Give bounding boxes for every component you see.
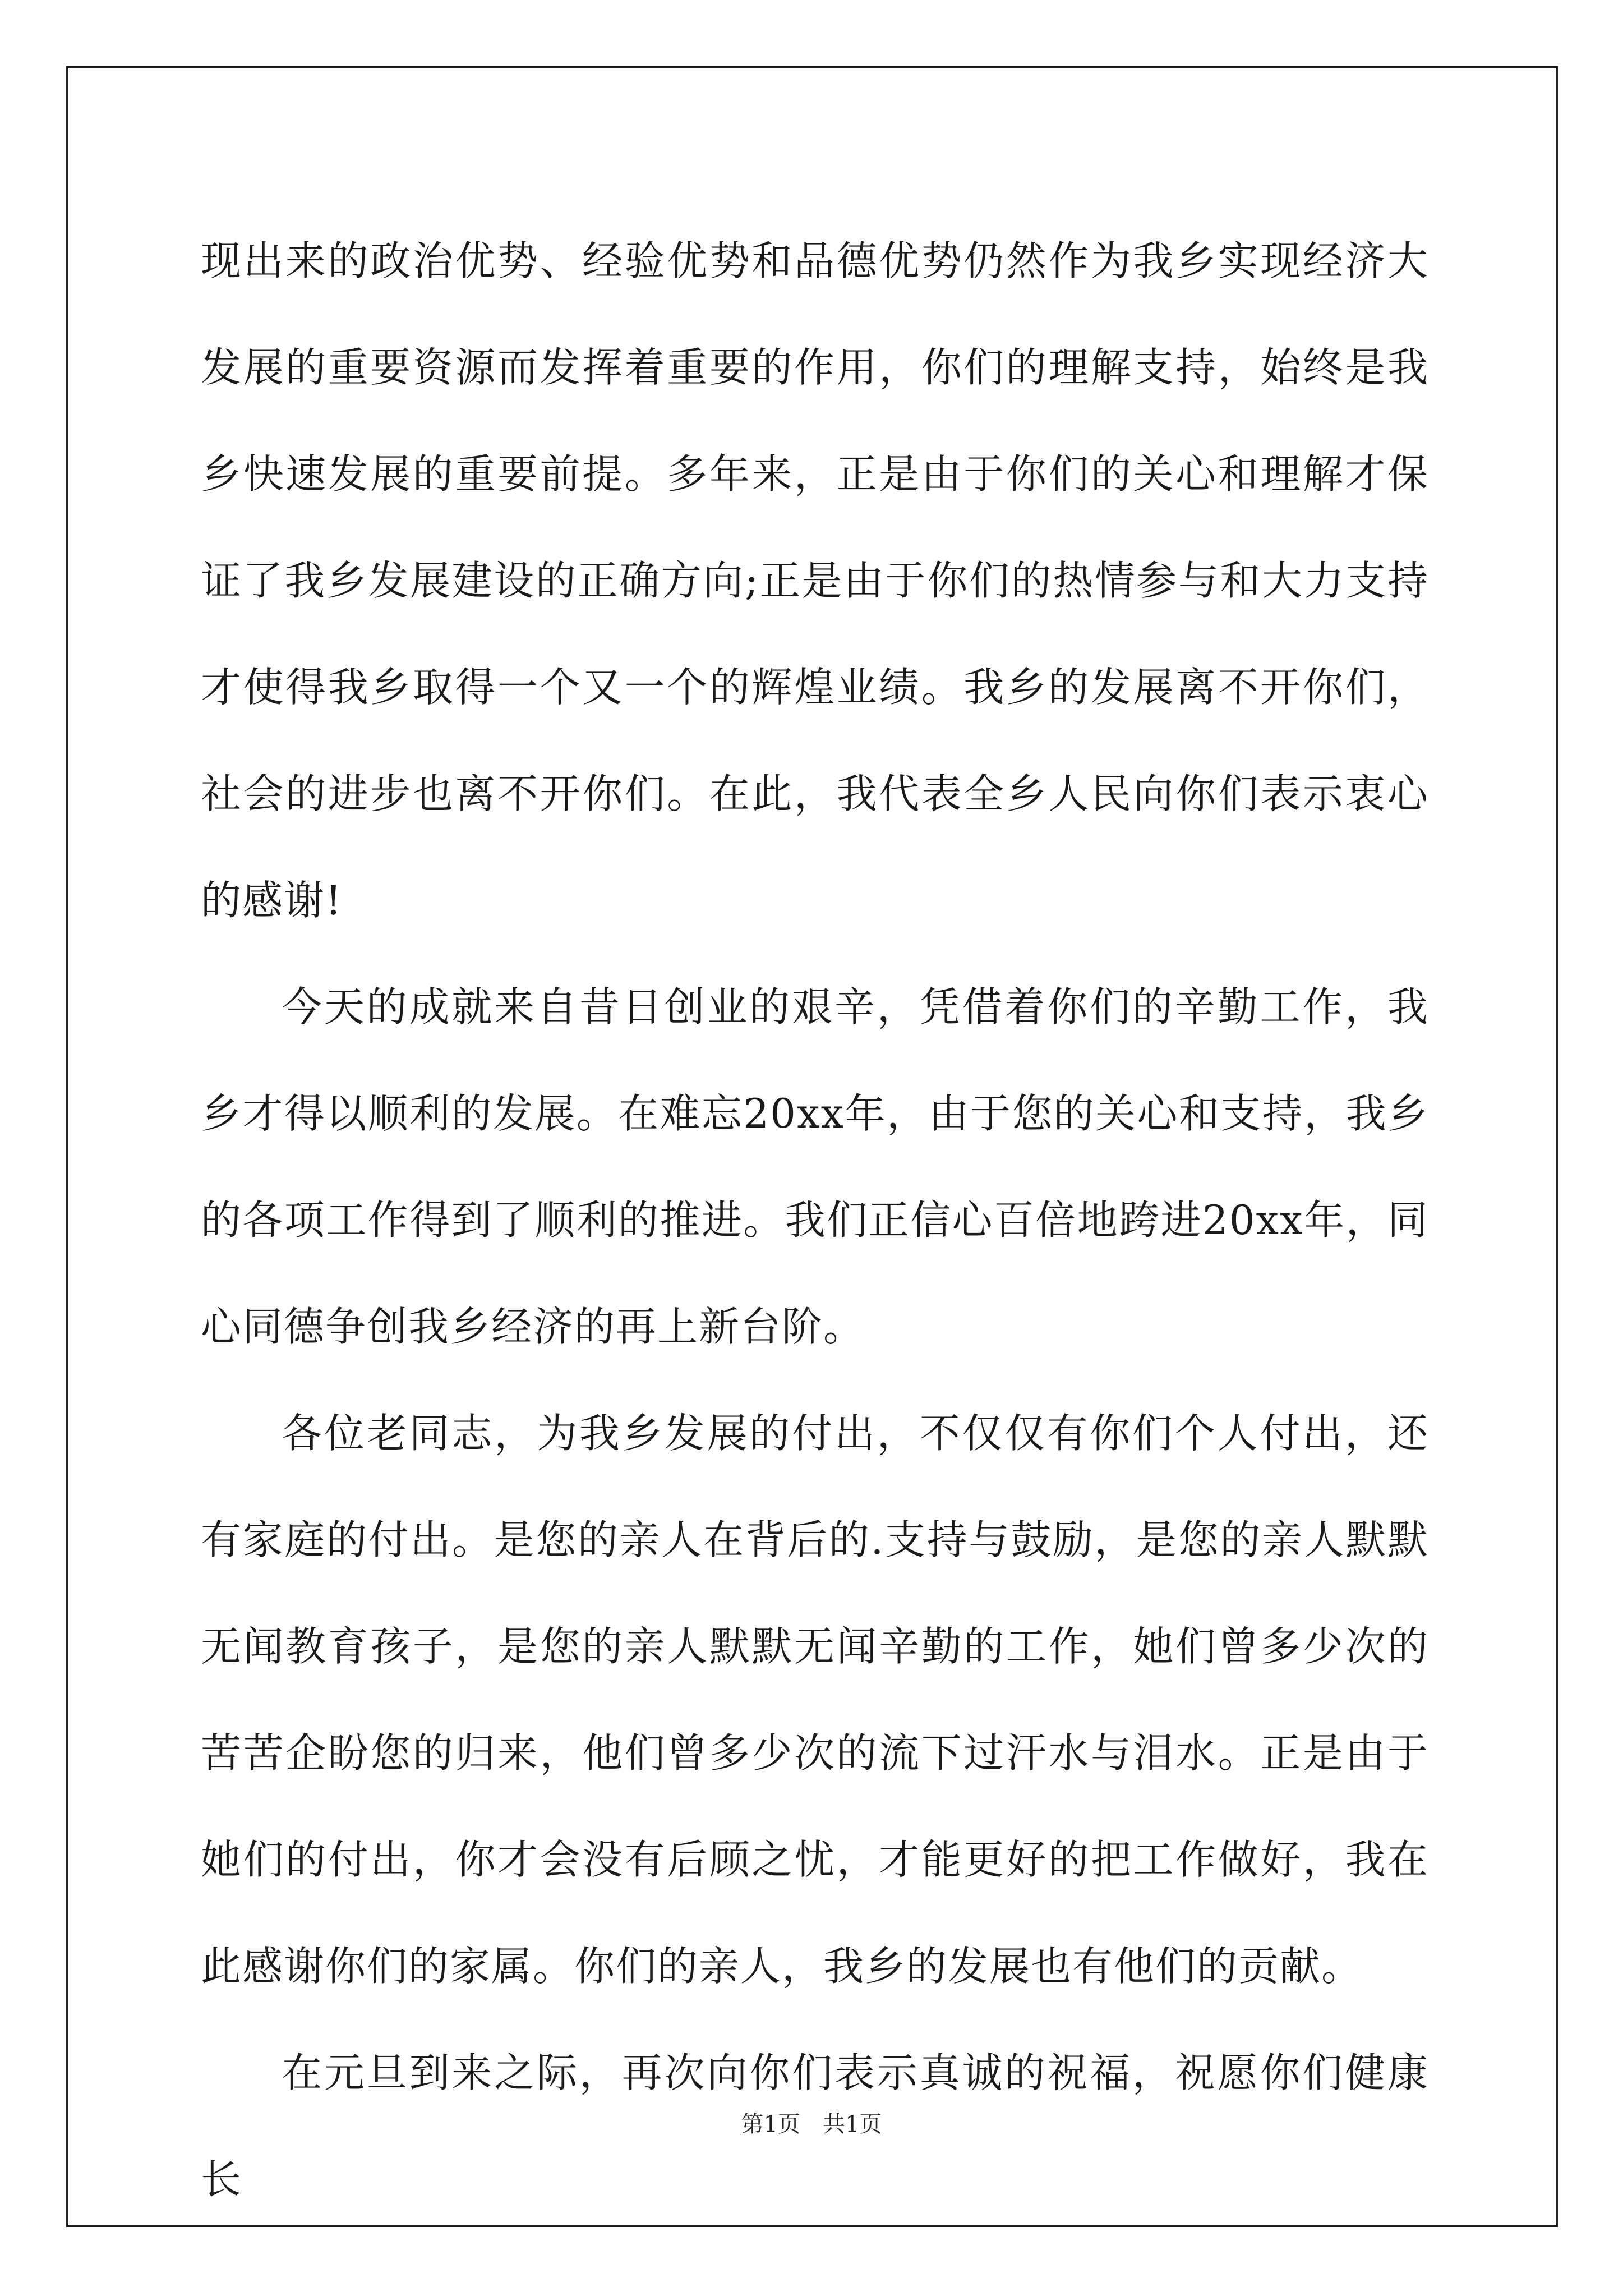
paragraph-1: 现出来的政治优势、经验优势和品德优势仍然作为我乡实现经济大发展的重要资源而发挥着重要的作用，你们的理解支持，始终是我乡快速发展的重要前提。多年来，正是由于你们的关心和理解才保证了我乡发展建设的正确方向;正是由于你们的热情参与和大力支持才使得我乡取得一个又一个的辉煌业绩。我乡的发展离不开你们，社会的进步也离不开你们。在此，我代表全乡人民向你们表示衷心的感谢!: [201, 237, 1429, 924]
paragraph-2: 今天的成就来自昔日创业的艰辛，凭借着你们的辛勤工作，我乡才得以顺利的发展。在难忘20xx年，由于您的关心和支持，我乡的各项工作得到了顺利的推进。我们正信心百倍地跨进20xx年，同心同德争创我乡经济的再上新台阶。: [201, 983, 1429, 1350]
page-footer: [0, 2106, 1623, 2138]
page-number: 第1页: [741, 2111, 800, 2137]
page-total: 共1页: [823, 2111, 882, 2137]
document-body: [201, 208, 1429, 2233]
paragraph-4: 在元旦到来之际，再次向你们表示真诚的祝福，祝愿你们健康长: [201, 2049, 1429, 2203]
paragraph-3: 各位老同志，为我乡发展的付出，不仅仅有你们个人付出，还有家庭的付出。是您的亲人在背后的.支持与鼓励，是您的亲人默默无闻教育孩子，是您的亲人默默无闻辛勤的工作，她们曾多少次的苦苦企盼您的归来，他们曾多少次的流下过汗水与泪水。正是由于她们的付出，你才会没有后顾之忧，才能更好的把工作做好，我在此感谢你们的家属。你们的亲人，我乡的发展也有他们的贡献。: [201, 1410, 1429, 1990]
